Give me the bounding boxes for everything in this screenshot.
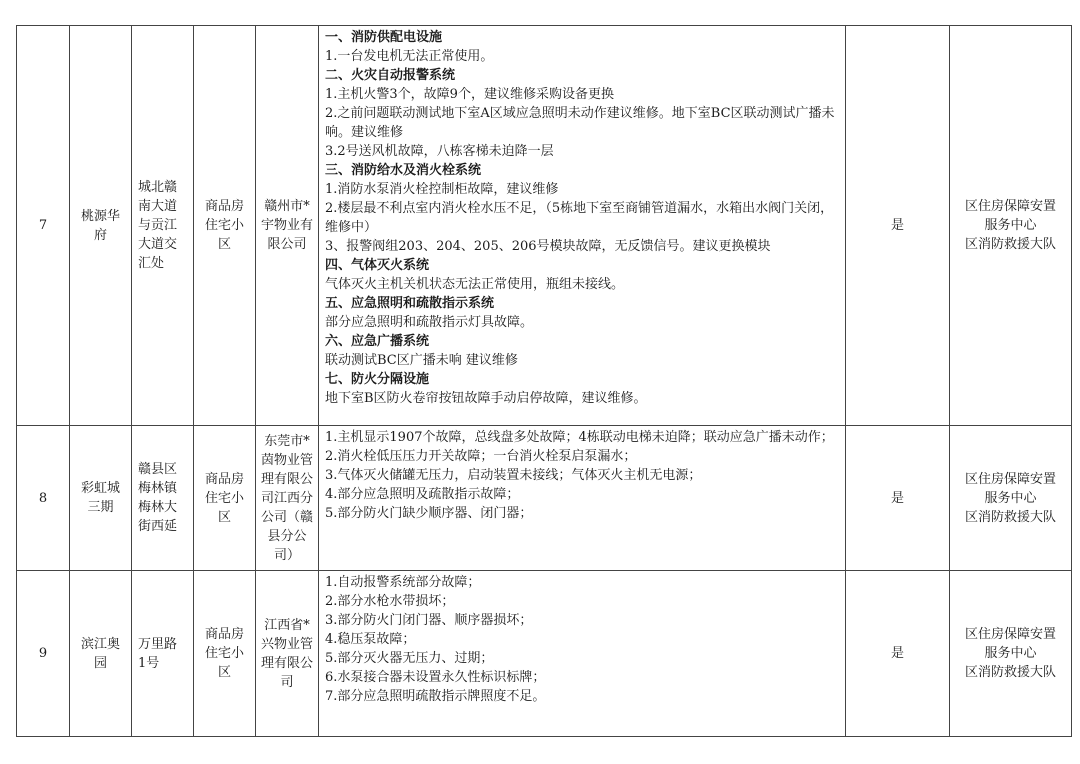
problem-item: 7.部分应急照明疏散指示牌照度不足。 [325, 689, 546, 704]
company-line: 东莞市* [264, 433, 310, 449]
community-name-line: 滨江奥 [80, 636, 120, 652]
problem-item: 2.之前问题联动测试地下室A区域应急照明未动作建议维修。地下室BC区联动测试广播未响。建议维修 [325, 106, 835, 140]
responsible-departments [950, 426, 1072, 571]
problem-item: 2.楼层最不利点室内消火栓水压不足，（5栋地下室至商铺管道漏水，水箱出水阀门关闭，维修中） [325, 201, 834, 235]
community-address [132, 26, 194, 426]
responsible-departments [950, 571, 1072, 737]
company-line: 赣州市* [264, 199, 310, 214]
row-number: 7 [17, 26, 70, 426]
problem-item: 4.稳压泵故障； [325, 632, 416, 647]
address-line: 赣县区 [138, 462, 178, 477]
community-address [132, 571, 194, 737]
problem-item: 3、报警阀组203、204、205、206号模块故障，无反馈信号。建议更换模块 [325, 239, 771, 254]
problem-item: 6.水泵接合器未设置永久性标识标牌； [325, 670, 546, 685]
table-row [17, 571, 1072, 737]
inspection-table [16, 25, 1072, 737]
problem-item: 3.气体灭火储罐无压力，启动装置未接线；气体灭火主机无电源； [325, 468, 702, 483]
address-line: 与贡江 [138, 218, 178, 233]
community-name-line: 彩虹城 [80, 481, 120, 496]
problem-list [319, 426, 846, 571]
flag-cell: 是 [846, 426, 950, 571]
address-line: 1号 [138, 655, 160, 671]
problem-heading: 四、气体灭火系统 [325, 258, 430, 273]
type-line: 区 [217, 665, 231, 680]
department-line: 区住房保障安置 [964, 471, 1056, 487]
company-line: 理有限公 [260, 655, 313, 671]
company-line: 江西省* [264, 617, 310, 633]
address-line: 万里路 [138, 636, 178, 652]
row-number: 8 [17, 426, 70, 571]
property-company [256, 426, 319, 571]
department-line: 服务中心 [984, 218, 1037, 233]
department-line: 服务中心 [984, 646, 1037, 661]
address-line: 街西延 [138, 519, 178, 534]
community-name-line: 园 [93, 655, 107, 671]
department-line: 区住房保障安置 [964, 199, 1056, 214]
community-name [70, 426, 132, 571]
problem-heading: 二、火灾自动报警系统 [325, 68, 456, 83]
problem-item: 部分应急照明和疏散指示灯具故障。 [325, 315, 534, 330]
department-line: 服务中心 [984, 490, 1037, 506]
problem-heading: 一、消防供配电设施 [325, 30, 443, 45]
community-type [194, 26, 256, 426]
address-line: 汇处 [138, 256, 165, 271]
company-line: 理有限公 [260, 471, 313, 487]
problem-list [319, 26, 846, 426]
company-line: 县分公 [267, 528, 307, 544]
problem-heading: 五、应急照明和疏散指示系统 [325, 296, 495, 311]
community-address [132, 426, 194, 571]
type-line: 商品房 [204, 471, 244, 487]
flag-cell: 是 [846, 26, 950, 426]
problem-item: 2.部分水枪水带损坏； [325, 594, 455, 609]
problem-item: 1.一台发电机无法正常使用。 [325, 49, 494, 64]
address-line: 大道交 [138, 237, 178, 252]
type-line: 商品房 [204, 627, 244, 642]
responsible-departments [950, 26, 1072, 426]
problem-item: 3.2号送风机故障，八栋客梯未迫降一层 [325, 144, 554, 159]
address-line: 梅林大 [138, 500, 178, 515]
community-name [70, 26, 132, 426]
type-line: 住宅小 [204, 490, 244, 506]
problem-item: 2.消火栓低压压力开关故障；一台消火栓泵启泵漏水； [325, 449, 637, 464]
problem-item: 4.部分应急照明及疏散指示故障； [325, 487, 520, 502]
property-company [256, 571, 319, 737]
department-line: 区消防救援大队 [964, 237, 1056, 252]
problem-item: 1.消防水泵消火栓控制柜故障，建议维修 [325, 182, 559, 197]
company-line: 司） [273, 547, 300, 563]
problem-item: 地下室B区防火卷帘按钮故障手动启停故障，建议维修。 [325, 391, 647, 406]
type-line: 区 [217, 509, 231, 525]
department-line: 区住房保障安置 [964, 627, 1056, 642]
type-line: 住宅小 [204, 646, 244, 661]
row-number: 9 [17, 571, 70, 737]
community-name-line: 府 [93, 227, 107, 243]
problem-heading: 七、防火分隔设施 [325, 372, 430, 387]
table-row [17, 26, 1072, 426]
company-line: 司 [280, 674, 294, 690]
type-line: 商品房 [204, 199, 244, 214]
problem-item: 气体灭火主机关机状态无法正常使用，瓶组未接线。 [325, 277, 625, 292]
address-line: 梅林镇 [138, 481, 178, 496]
community-name-line: 三期 [87, 500, 114, 515]
community-type [194, 571, 256, 737]
company-line: 公司（赣 [260, 509, 313, 525]
flag-cell: 是 [846, 571, 950, 737]
problem-list [319, 571, 846, 737]
department-line: 区消防救援大队 [964, 509, 1056, 525]
company-line: 司江西分 [260, 490, 313, 506]
community-type [194, 426, 256, 571]
table-row [17, 426, 1072, 571]
company-line: 宇物业有 [260, 218, 313, 233]
problem-heading: 六、应急广播系统 [325, 334, 430, 349]
company-line: 茵物业管 [260, 452, 313, 468]
problem-item: 5.部分防火门缺少顺序器、闭门器； [325, 506, 533, 521]
company-line: 兴物业管 [260, 636, 313, 652]
property-company [256, 26, 319, 426]
type-line: 区 [217, 237, 231, 252]
problem-item: 1.主机显示1907个故障，总线盘多处故障；4栋联动电梯未迫降；联动应急广播未动作； [325, 430, 834, 445]
community-name [70, 571, 132, 737]
company-line: 限公司 [267, 237, 307, 252]
problem-item: 联动测试BC区广播未响 建议维修 [325, 353, 518, 368]
community-name-line: 桃源华 [80, 208, 120, 224]
address-line: 城北赣 [138, 180, 178, 195]
problem-item: 1.自动报警系统部分故障； [325, 575, 481, 590]
problem-item: 5.部分灭火器无压力、过期； [325, 651, 494, 666]
address-line: 南大道 [138, 199, 178, 214]
problem-item: 1.主机火警3个，故障9个，建议维修采购设备更换 [325, 87, 614, 102]
department-line: 区消防救援大队 [964, 665, 1056, 680]
problem-heading: 三、消防给水及消火栓系统 [325, 163, 482, 178]
problem-item: 3.部分防火门闭门器、顺序器损坏； [325, 613, 533, 628]
type-line: 住宅小 [204, 218, 244, 233]
